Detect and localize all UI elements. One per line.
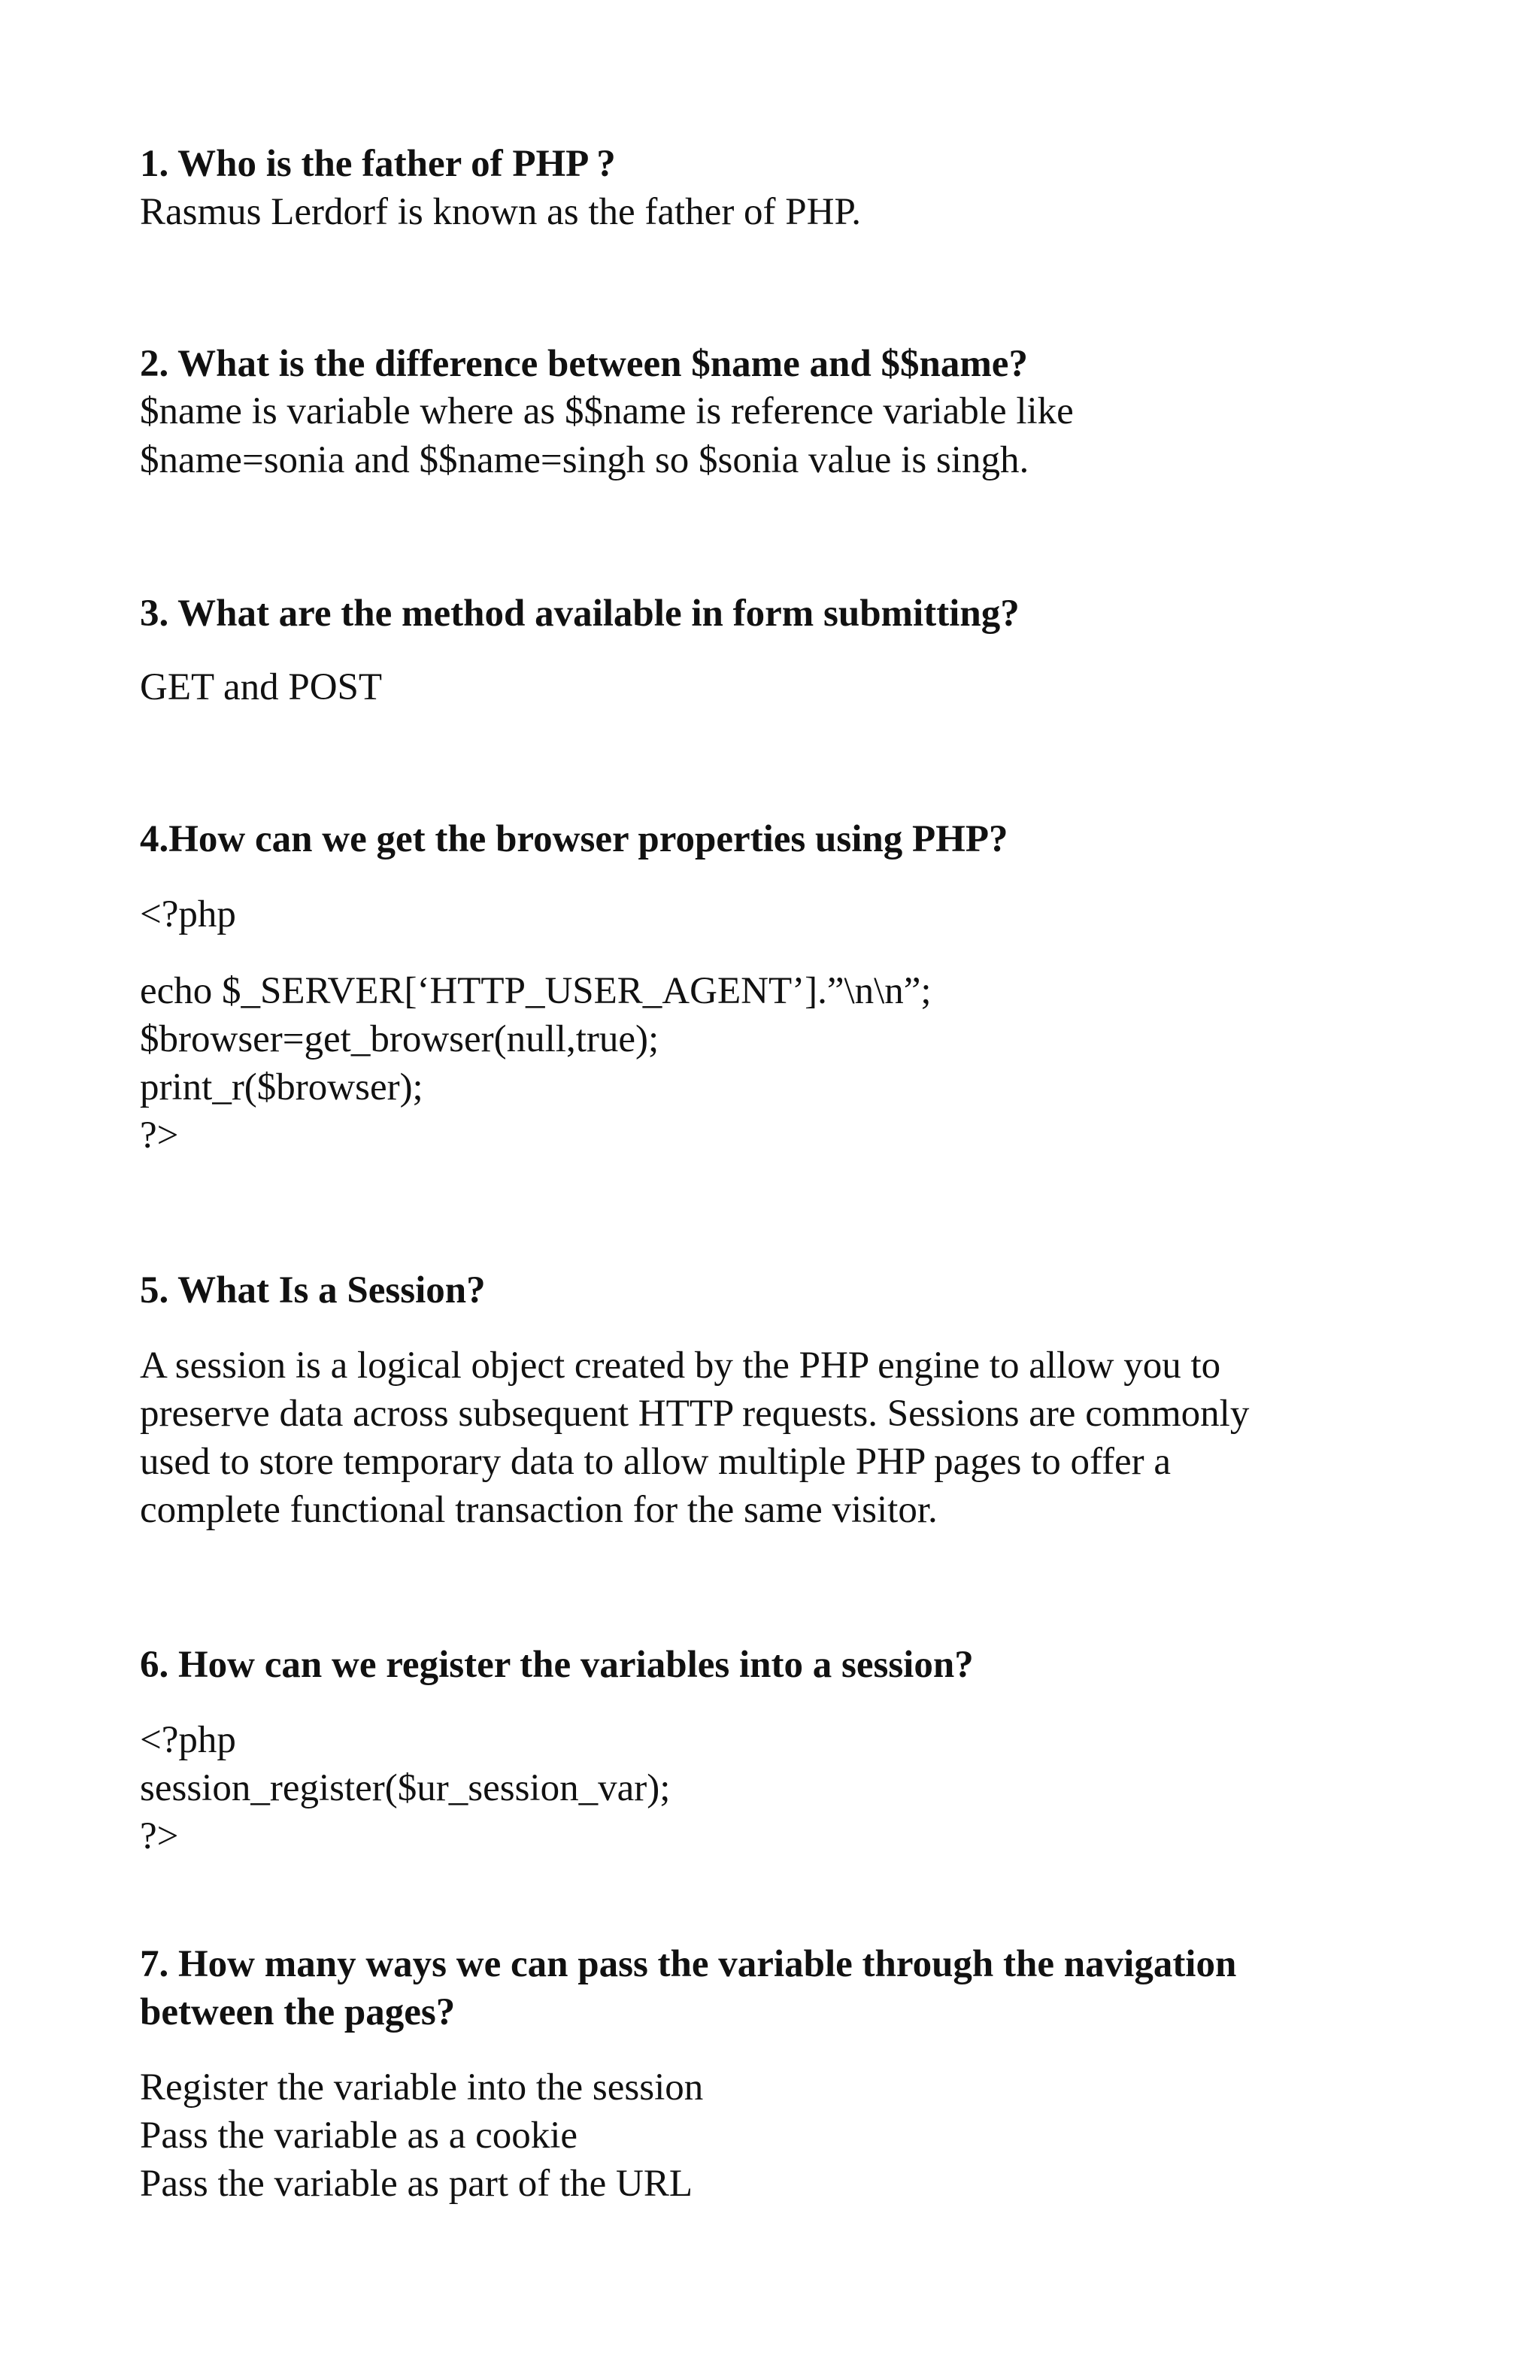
answer-6-line-2: session_register($ur_session_var); [140,1767,671,1809]
answer-5-line-1: A session is a logical object created by the PHP engine to allow you to [140,1345,1221,1387]
answer-5-line-3: used to store temporary data to allow multiple PHP pages to offer a [140,1441,1172,1483]
answer-2-line-2: $name=sonia and $$name=singh so $sonia value is singh. [140,439,1029,481]
answer-4-line-2: echo $_SERVER[‘HTTP_USER_AGENT’].”\n\n”; [140,970,932,1012]
answer-5-line-2: preserve data across subsequent HTTP requests. Sessions are commonly [140,1393,1250,1435]
question-3-heading: 3. What are the method available in form submitting? [140,593,1020,635]
question-4-heading: 4.How can we get the browser properties using PHP? [140,818,1008,860]
answer-6-line-3: ?> [140,1815,179,1857]
answer-5-line-4: complete functional transaction for the same visitor. [140,1489,938,1531]
answer-3-line-1: GET and POST [140,666,383,708]
answer-6-line-1: <?php [140,1719,236,1761]
question-6-heading: 6. How can we register the variables into a session? [140,1644,974,1686]
answer-4-line-1: <?php [140,893,236,935]
answer-4-line-3: $browser=get_browser(null,true); [140,1018,659,1060]
answer-7-line-2: Pass the variable as a cookie [140,2115,578,2157]
question-7-heading-line-1: 7. How many ways we can pass the variable through the navigation [140,1943,1237,1985]
question-7-heading-line-2: between the pages? [140,1991,456,2033]
question-2-heading: 2. What is the difference between $name and $$name? [140,343,1028,385]
answer-7-line-3: Pass the variable as part of the URL [140,2163,693,2205]
answer-2-line-1: $name is variable where as $$name is reference variable like [140,390,1074,432]
answer-1-line-1: Rasmus Lerdorf is known as the father of PHP. [140,191,861,233]
answer-4-line-5: ?> [140,1114,179,1157]
question-1-heading: 1. Who is the father of PHP ? [140,143,616,185]
answer-4-line-4: print_r($browser); [140,1066,423,1108]
answer-7-line-1: Register the variable into the session [140,2066,704,2109]
question-5-heading: 5. What Is a Session? [140,1269,486,1311]
